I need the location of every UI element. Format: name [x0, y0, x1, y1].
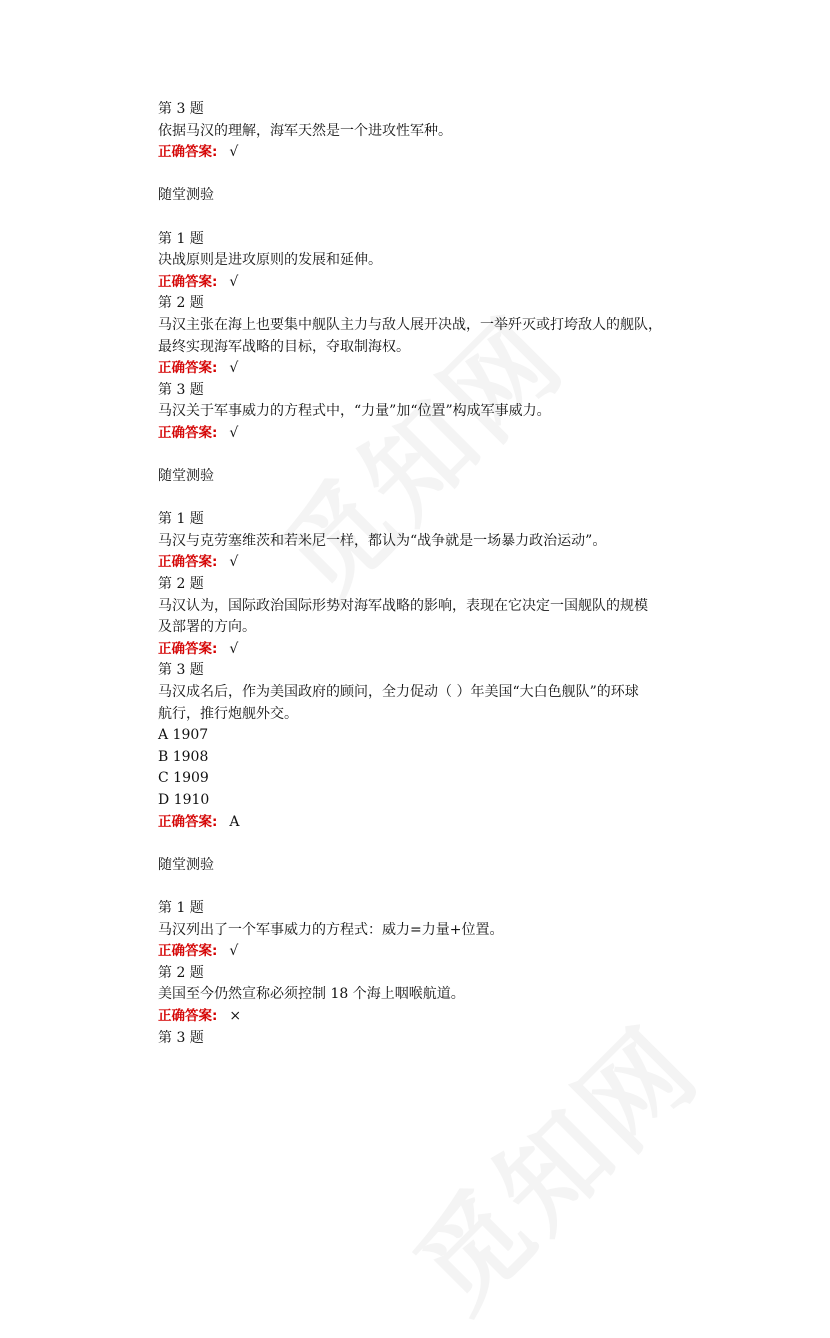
question-text: 马汉列出了一个军事威力的方程式：威力=力量+位置。: [158, 921, 504, 938]
answer-option: A 1907: [158, 727, 209, 744]
question-text: 马汉认为，国际政治国际形势对海军战略的影响，表现在它决定一国舰队的规模: [158, 597, 648, 614]
question-block: [158, 660, 678, 833]
question-text: 美国至今仍然宣称必须控制 18 个海上咽喉航道。: [158, 986, 465, 1003]
question-text: 依据马汉的理解，海军天然是一个进攻性军种。: [158, 122, 452, 139]
question-block: [158, 1028, 678, 1050]
question-number: 第 2 题: [158, 964, 204, 981]
correct-answer-row: [158, 941, 678, 963]
question-number: 第 1 题: [158, 899, 204, 916]
question-block: [158, 898, 678, 963]
correct-answer-label: 正确答案:: [158, 360, 218, 377]
correct-answer-row: [158, 423, 678, 445]
question-block: [158, 963, 678, 1028]
correct-answer-label: 正确答案:: [158, 273, 218, 290]
correct-answer-label: 正确答案:: [158, 943, 218, 960]
correct-answer-row: [158, 552, 678, 574]
correct-answer-label: 正确答案:: [158, 640, 218, 657]
correct-answer-value: ×: [229, 1007, 242, 1024]
question-block: [158, 509, 678, 574]
question-text: 决战原则是进攻原则的发展和延伸。: [158, 252, 382, 269]
question-text: 最终实现海军战略的目标，夺取制海权。: [158, 338, 410, 355]
question-text: 马汉成名后，作为美国政府的顾问，全力促动（ ）年美国“大白色舰队”的环球: [158, 684, 639, 701]
correct-answer-value: √: [229, 554, 239, 571]
correct-answer-row: [158, 812, 678, 834]
question-block: [158, 380, 678, 445]
correct-answer-label: 正确答案:: [158, 554, 218, 571]
correct-answer-label: 正确答案:: [158, 144, 218, 161]
question-text: 航行，推行炮舰外交。: [158, 705, 298, 722]
question-number: 第 3 题: [158, 101, 204, 117]
question-block: [158, 99, 678, 164]
correct-answer-row: [158, 358, 678, 380]
answer-option: C 1909: [158, 770, 209, 787]
answer-option: B 1908: [158, 748, 209, 765]
correct-answer-value: √: [229, 144, 239, 161]
section-title: 随堂测验: [158, 468, 214, 485]
question-number: 第 1 题: [158, 230, 204, 247]
question-block: [158, 229, 678, 294]
correct-answer-value: √: [229, 360, 239, 377]
correct-answer-row: [158, 1006, 678, 1028]
section-title: 随堂测验: [158, 187, 214, 204]
question-text: 马汉主张在海上也要集中舰队主力与敌人展开决战，一举歼灭或打垮敌人的舰队，: [158, 316, 662, 333]
question-number: 第 3 题: [158, 662, 204, 679]
question-text: 马汉关于军事威力的方程式中，“力量”加“位置”构成军事威力。: [158, 403, 551, 420]
correct-answer-value: √: [229, 943, 239, 960]
correct-answer-value: √: [229, 424, 239, 441]
question-text: 及部署的方向。: [158, 619, 256, 636]
question-number: 第 2 题: [158, 576, 204, 593]
question-number: 第 3 题: [158, 1029, 204, 1046]
question-block: [158, 293, 678, 379]
correct-answer-value: √: [229, 640, 239, 657]
correct-answer-label: 正确答案:: [158, 1007, 218, 1024]
document-body: [158, 99, 678, 1049]
question-number: 第 3 题: [158, 381, 204, 398]
question-text: 马汉与克劳塞维茨和若米尼一样，都认为“战争就是一场暴力政治运动”。: [158, 532, 607, 549]
correct-answer-row: [158, 272, 678, 294]
question-number: 第 2 题: [158, 295, 204, 312]
correct-answer-label: 正确答案:: [158, 813, 218, 830]
section-title: 随堂测验: [158, 856, 214, 873]
question-number: 第 1 题: [158, 511, 204, 528]
correct-answer-row: [158, 639, 678, 661]
answer-option: D 1910: [158, 792, 210, 808]
correct-answer-row: [158, 142, 678, 164]
correct-answer-value: √: [229, 273, 239, 290]
correct-answer-label: 正确答案:: [158, 424, 218, 441]
question-block: [158, 574, 678, 660]
correct-answer-value: A: [229, 813, 240, 830]
